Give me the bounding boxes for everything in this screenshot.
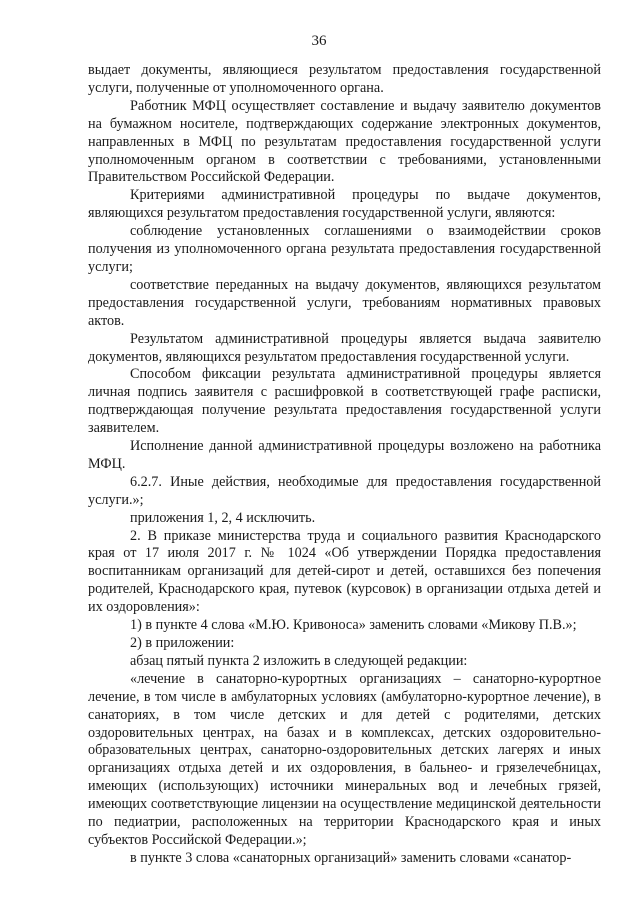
paragraph: Результатом административной процедуры является выдача заявителю документов, являющихся результатом предоставления государственной услуги. (88, 330, 601, 365)
paragraph: выдает документы, являющиеся результатом предоставления государственной услуги, полученные от уполномоченного органа. (88, 62, 601, 96)
paragraph: Критериями административной процедуры по выдаче документов, являющихся результатом предоставления государственной услуги, являются: (88, 187, 601, 222)
page-number: 36 (311, 33, 327, 49)
paragraph: 2) в приложении: (130, 635, 235, 651)
paragraph: в пункте 3 слова «санаторных организаций» заменить словами «санатор- (130, 849, 572, 866)
paragraph: Способом фиксации результата административной процедуры является личная подпись заявителя с расшифровкой в соответствующей графе расписки, подтверждающая получение результата предоставления государственной услуги заявителем. (88, 366, 601, 437)
paragraph: соблюдение установленных соглашениями о взаимодействии сроков получения из уполномоченного органа результата предоставления государственной услуги; (88, 223, 601, 275)
paragraph: соответствие переданных на выдачу документов, являющихся результатом предоставления государственной услуги, требованиям нормативных правовых актов. (88, 276, 601, 329)
paragraph: 1) в пункте 4 слова «М.Ю. Кривоноса» заменить словами «Микову П.В.»; (130, 617, 577, 634)
paragraph: «лечение в санаторно-курортных организациях – санаторно-курортное лечение, в том числе в амбулаторных условиях (амбулаторно-курортное лечение), в санаториях, в том числе детских и для детей с родителями, детских оздоровительных центрах, на базах и в комплексах, детских оздоровительно-образовательных центрах, санаторно-оздоровительных детских лагерях и иных организациях отдыха детей и их оздоровления, в бальнео- и грязелечебницах, имеющих (использующих) источники минеральных вод и лечебных грязей, имеющих соответствующие лицензии на осуществление медицинской деятельности по педиатрии, расположенных на территории Краснодарского края и иных субъектов Российской Федерации.»; (88, 670, 601, 848)
paragraph: приложения 1, 2, 4 исключить. (130, 509, 316, 526)
paragraph: абзац пятый пункта 2 изложить в следующей редакции: (130, 652, 468, 669)
paragraph: Работник МФЦ осуществляет составление и выдачу заявителю документов на бумажном носителе, подтверждающих содержание электронных документов, направленных в МФЦ по результатам предоставления государственной услуги уполномоченным органом в соответствии с требованиями, установленными Правительством Российской Федерации. (88, 97, 601, 186)
paragraph: 2. В приказе министерства труда и социального развития Краснодарского края от 17 июля 2017 г. № 1024 «Об утверждении Порядка предоставления воспитанникам организаций для детей-сирот и детей, оставшихся без попечения родителей, Краснодарского края, путевок (курсовок) в организации отдыха детей и их оздоровления»: (88, 527, 601, 616)
paragraph: Исполнение данной административной процедуры возложено на работника МФЦ. (88, 438, 601, 472)
document-body (88, 62, 601, 868)
paragraph: 6.2.7. Иные действия, необходимые для предоставления государственной услуги.»; (88, 473, 601, 508)
